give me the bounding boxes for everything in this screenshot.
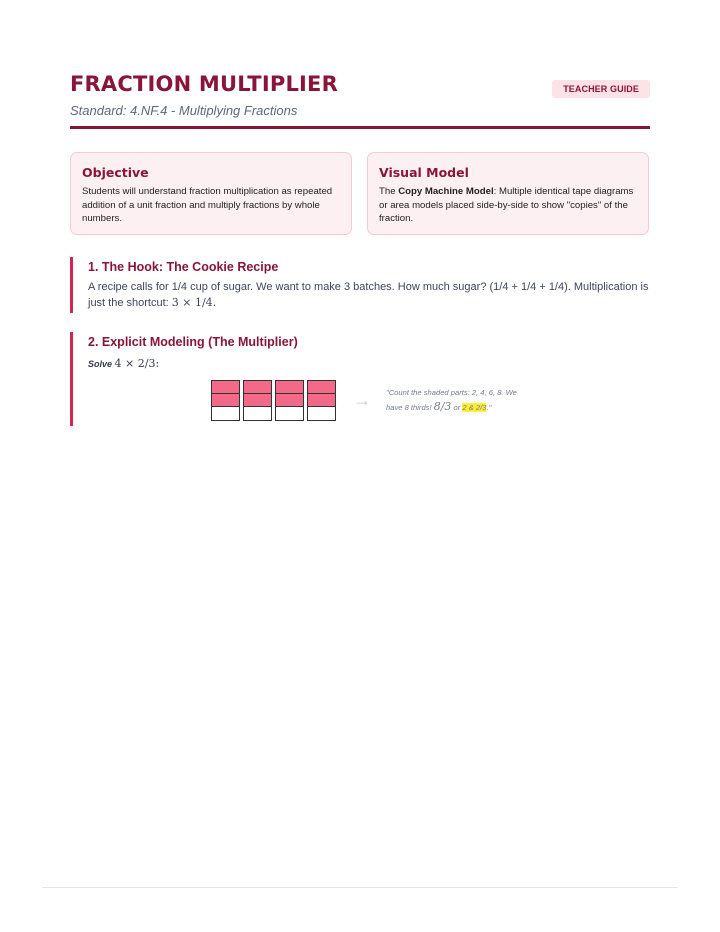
unshaded-part: [243, 406, 272, 421]
arrow-right-icon: →: [353, 390, 371, 410]
hook-section: [70, 257, 650, 313]
visual-model-card: [367, 152, 649, 235]
page-title: FRACTION MULTIPLIER: [70, 72, 338, 96]
standard-subtitle: Standard: 4.NF.4 - Multiplying Fractions: [70, 103, 298, 118]
copy-machine-visual: [211, 380, 531, 425]
note-math: 8/3: [433, 400, 452, 413]
modeling-title: 2. Explicit Modeling (The Multiplier): [88, 335, 298, 349]
teacher-guide-badge: TEACHER GUIDE: [552, 80, 650, 98]
unshaded-part: [275, 406, 304, 421]
hook-text: A recipe calls for 1/4 cup of sugar. We want to make 3 batches. How much sugar? (1/4 + 1/4 + 1/4). Multiplication is just the shortcut:: [88, 281, 649, 309]
solve-expression: 4 × 2/3:: [114, 357, 160, 370]
solve-prompt: [88, 357, 650, 370]
visual-model-title: Visual Model: [379, 165, 469, 180]
modeling-section: [70, 332, 650, 426]
tape-diagram: [211, 380, 240, 422]
hook-body: [88, 280, 650, 311]
hook-math: 3 × 1/4.: [171, 296, 217, 309]
objective-title: Objective: [82, 165, 149, 180]
visual-model-body-suffix: : Multiple identical tape diagrams or area models placed side-by-side to show "copies" of the fraction.: [379, 186, 634, 224]
header-divider: [70, 126, 650, 129]
note-mid: or: [451, 403, 463, 412]
unshaded-part: [211, 406, 240, 421]
mixed-number-highlight: 2 & 2/3: [462, 403, 487, 412]
hook-title: 1. The Hook: The Cookie Recipe: [88, 260, 279, 274]
tape-diagram: [275, 380, 304, 422]
tape-diagram: [307, 380, 336, 422]
info-cards: [70, 152, 650, 236]
objective-body: Students will understand fraction multiplication as repeated addition of a unit fraction and multiply fractions by whole numbers.: [82, 186, 333, 224]
footer-divider: [42, 887, 678, 888]
page-header: [70, 72, 650, 132]
visual-model-body-prefix: The: [379, 186, 399, 197]
unshaded-part: [307, 406, 336, 421]
count-note: [386, 386, 526, 415]
solve-label: Solve: [88, 359, 113, 369]
note-text: "Count the shaded parts: 2, 4, 6, 8. We have 8 thirds!: [386, 388, 517, 412]
tape-diagram: [243, 380, 272, 422]
note-end: .": [486, 403, 492, 412]
objective-card: [70, 152, 352, 235]
tape-diagrams: [211, 380, 337, 425]
copy-machine-model-term: Copy Machine Model: [398, 186, 494, 197]
visual-model-body: [379, 185, 638, 226]
